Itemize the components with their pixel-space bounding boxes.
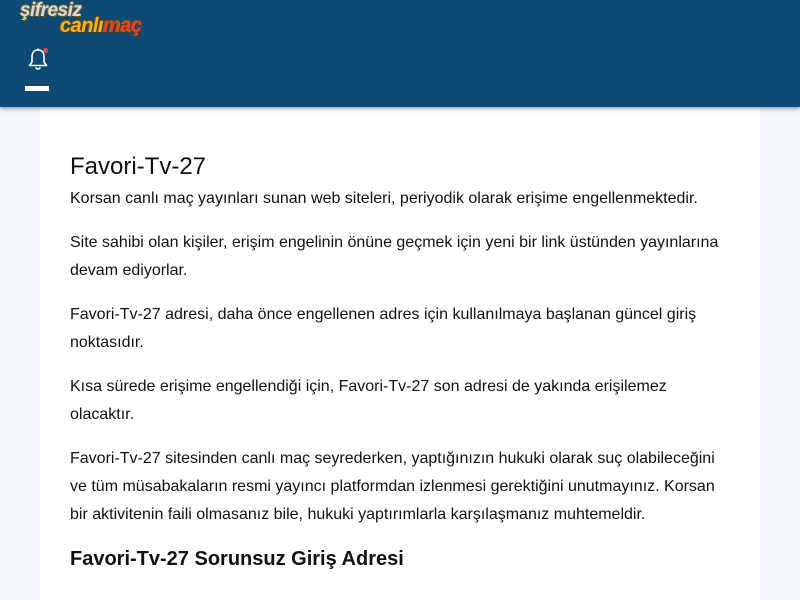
notification-button[interactable]	[27, 48, 51, 72]
logo-text-mac: maç	[103, 15, 142, 37]
site-header	[0, 0, 800, 107]
article-paragraph-2: Site sahibi olan kişiler, erişim engelinin önüne geçmek için yeni bir link üstünden yayınlarına devam ediyorlar.	[70, 234, 719, 279]
article-paragraph-5: Favori-Tv-27 sitesinden canlı maç seyrederken, yaptığınızın hukuki olarak suç olabileceğini ve tüm müsabakaların resmi yayıncı platformdan izlenmesi gerektiğini unutmayınız. Korsan bir aktivitenin faili olmasanız bile, hukuki yaptırımlarla karşılaşmanız muhtemeldir.	[70, 450, 715, 523]
logo-text-canlimac	[60, 16, 142, 36]
notification-badge-dot	[43, 48, 48, 53]
article-paragraph-1: Korsan canlı maç yayınları sunan web siteleri, periyodik olarak erişime engellenmektedir.	[70, 190, 698, 207]
article-paragraph-4: Kısa sürede erişime engellendiği için, Favori-Tv-27 son adresi de yakında erişilemez olacaktır.	[70, 378, 667, 423]
section-heading: Favori-Tv-27 Sorunsuz Giriş Adresi	[70, 548, 404, 570]
article-paragraph-3: Favori-Tv-27 adresi, daha önce engellenen adres için kullanılmaya başlanan güncel giriş noktasıdır.	[70, 306, 697, 351]
logo-text-sifresiz: şifresiz	[20, 0, 82, 21]
logo-text-canli: canlı	[60, 15, 104, 37]
hamburger-menu-icon[interactable]	[25, 86, 49, 91]
article-card	[40, 107, 760, 600]
page-title: Favori-Tv-27	[70, 153, 207, 180]
site-logo[interactable]	[20, 1, 170, 41]
